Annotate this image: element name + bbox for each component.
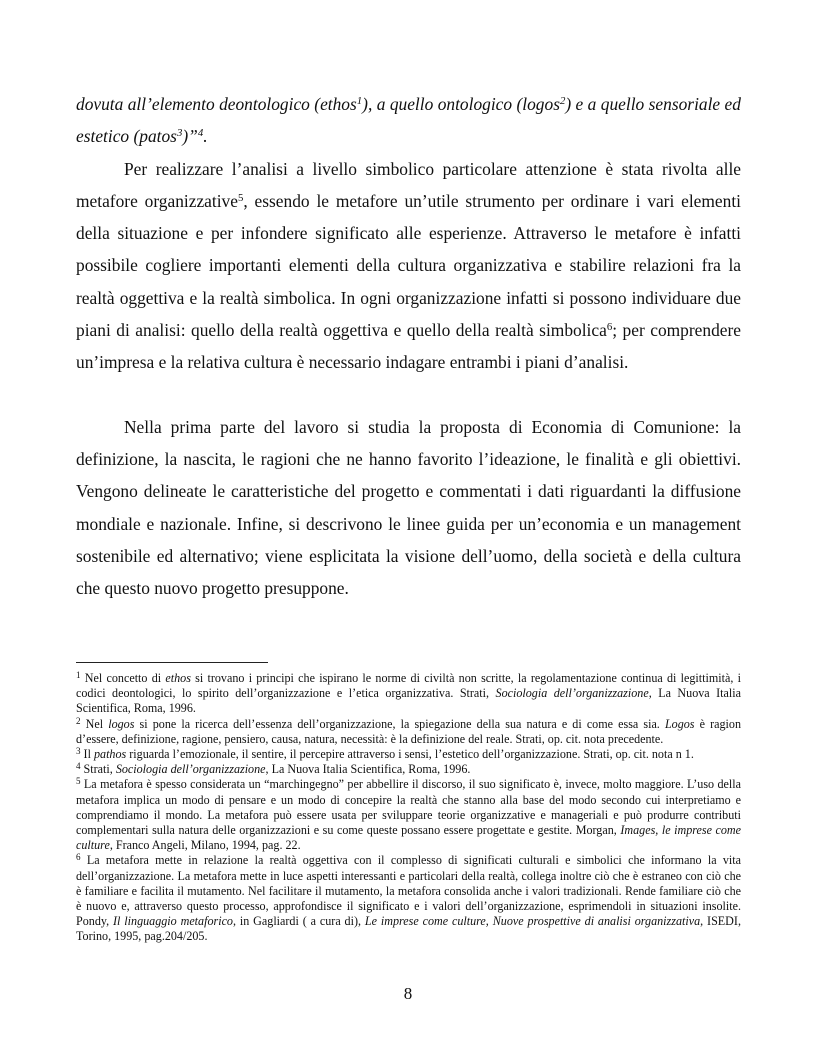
text-run: ), a quello ontologico (logos xyxy=(362,94,560,114)
paragraph-quote-continuation xyxy=(76,88,741,153)
text-run-italic: Sociologia dell’organizzazione xyxy=(495,686,649,701)
text-run: ) e a quello sensoriale ed estetico (patos xyxy=(76,94,741,147)
footnote-3 xyxy=(76,747,741,762)
text-run: , La Nuova Italia Scientifica, Roma, 1996. xyxy=(265,762,471,777)
footnote-1 xyxy=(76,671,741,717)
text-run: ; per comprendere un’impresa e la relativa cultura è necessario indagare entrambi i piani d’analisi. xyxy=(76,320,742,373)
footnote-ref[interactable]: 4 xyxy=(197,127,204,140)
text-run-italic: pathos xyxy=(93,747,127,762)
footnote-ref[interactable]: 2 xyxy=(559,95,566,108)
paragraph-economia-comunione: Nella prima parte del lavoro si studia la proposta di Economia di Comunione: la definizione, la nascita, le ragioni che ne hanno favorito l’ideazione, le finalità e gli obiettivi. Vengono delineate le caratteristiche del progetto e commentati i dati riguardanti la diffusione mondiale e nazionale. Infine, si descrivono le linee guida per un’economia e un management sostenibile ed alternativo; viene esplicitata la visione dell’uomo, della società e della cultura che questo nuovo progetto presuppone. xyxy=(76,416,741,599)
paragraph-gap xyxy=(76,379,741,411)
footnote-ref[interactable]: 1 xyxy=(356,95,363,108)
page-body xyxy=(76,88,741,604)
footnote-2 xyxy=(76,717,741,747)
footnote-number: 4 xyxy=(76,761,81,772)
text-run: riguarda l’emozionale, il sentire, il percepire attraverso i sensi, l’estetico dell’organizzazione. Strati, op. cit. nota n 1. xyxy=(126,747,694,762)
footnote-number: 3 xyxy=(76,745,81,756)
text-run: Nel xyxy=(80,716,109,731)
text-run: si trovano i principi che ispirano le norme di civiltà non scritte, la regolamentazione continua di legittimità, i codici deontologici, lo spirito dell’organizzazione e l’etica organizzativa. Strati, xyxy=(76,671,741,701)
page-number: 8 xyxy=(403,984,413,1003)
footnote-ref[interactable]: 5 xyxy=(237,191,244,204)
footnote-number: 2 xyxy=(76,715,81,726)
footnote-number: 1 xyxy=(76,669,81,680)
text-run-italic: Il linguaggio metaforico xyxy=(113,914,233,929)
footnotes xyxy=(76,671,741,945)
footnote-number: 5 xyxy=(76,776,81,787)
text-run: è ragion d’essere, definizione, ragione, pensiero, causa, natura, necessità: è la definizione del reale. Strati, op. cit. nota precedente. xyxy=(76,716,741,746)
text-run-italic: ethos xyxy=(165,671,191,685)
text-run: La metafora è spesso considerata un “marchingegno” per abbellire il discorso, il suo significato è, invece, molto maggiore. L’uso della metafora implica un modo di pensare e un modo di concepire la realtà che stanno alla base del modo secondo cui interpretiamo e comprendiamo il mondo. La metafora può essere usata per sviluppare teorie organizzative e manageriali e può produrre contributi complementari sulla natura delle organizzazioni e su come queste possano essere progettate e gestite. Morgan, xyxy=(76,777,741,838)
text-run: . xyxy=(203,126,208,147)
text-run: , in Gagliardi ( a cura di), xyxy=(232,914,365,929)
text-run: si pone la ricerca dell’essenza dell’organizzazione, la spiegazione della sua natura e di come essa sia. xyxy=(134,716,665,731)
footnote-separator xyxy=(76,662,268,663)
footnote-4 xyxy=(76,762,741,777)
footnote-number: 6 xyxy=(76,852,81,863)
text-run: dovuta all’elemento deontologico (ethos xyxy=(76,94,357,114)
text-run-italic: logos xyxy=(108,716,135,731)
text-run: , La Nuova Italia Scientifica, Roma, 1996. xyxy=(76,686,742,716)
text-run: , Franco Angeli, Milano, 1994, pag. 22. xyxy=(109,838,301,853)
text-run: , ISEDI, Torino, 1995, pag.204/205. xyxy=(76,914,741,944)
text-run: Il xyxy=(80,747,94,762)
text-run: Nel concetto di xyxy=(80,671,166,685)
footnote-ref[interactable]: 6 xyxy=(606,321,613,334)
text-run: La metafora mette in relazione la realtà oggettiva con il complesso di significati culturali e simbolici che informano la vita dell’organizzazione. La metafora mette in luce aspetti interessanti e particolari della realtà, collega inoltre ciò che è estraneo con ciò che è familiare e facilita il mutamento. Nel facilitare il mutamento, la metafora consolida anche i valori tradizionali. Rende familiare ciò che è nuovo e, attraverso questo processo, approfondisce il significato e i valori dell’organizzazione, esprimendoli in situazioni insolite. Pondy, xyxy=(76,853,741,929)
text-run-italic: Sociologia dell’organizzazione xyxy=(115,762,266,777)
footnote-5 xyxy=(76,777,741,853)
text-run-italic: Images, le imprese come culture xyxy=(76,823,742,853)
text-run-italic: Logos xyxy=(664,716,695,731)
text-run: Strati, xyxy=(80,762,116,777)
paragraph-metafore xyxy=(76,153,741,379)
footnote-6 xyxy=(76,853,741,944)
footnote-ref[interactable]: 3 xyxy=(176,127,183,140)
text-run: , essendo le metafore un’utile strumento per ordinare i vari elementi della situazione e per infondere significato alle esperienze. Attraverso le metafore è infatti possibile cogliere importanti elementi della cultura organizzativa e stabilire relazioni fra la realtà oggettiva e la realtà simbolica. In ogni organizzazione infatti si possono individuare due piani di analisi: quello della realtà oggettiva e quello della realtà simbolica xyxy=(76,190,741,341)
text-run: Per realizzare l’analisi a livello simbolico particolare attenzione è stata rivolta alle metafore organizzative xyxy=(76,158,741,211)
text-run-italic: Le imprese come culture, Nuove prospettive di analisi organizzativa xyxy=(364,914,701,929)
text-run: )” xyxy=(182,126,198,147)
